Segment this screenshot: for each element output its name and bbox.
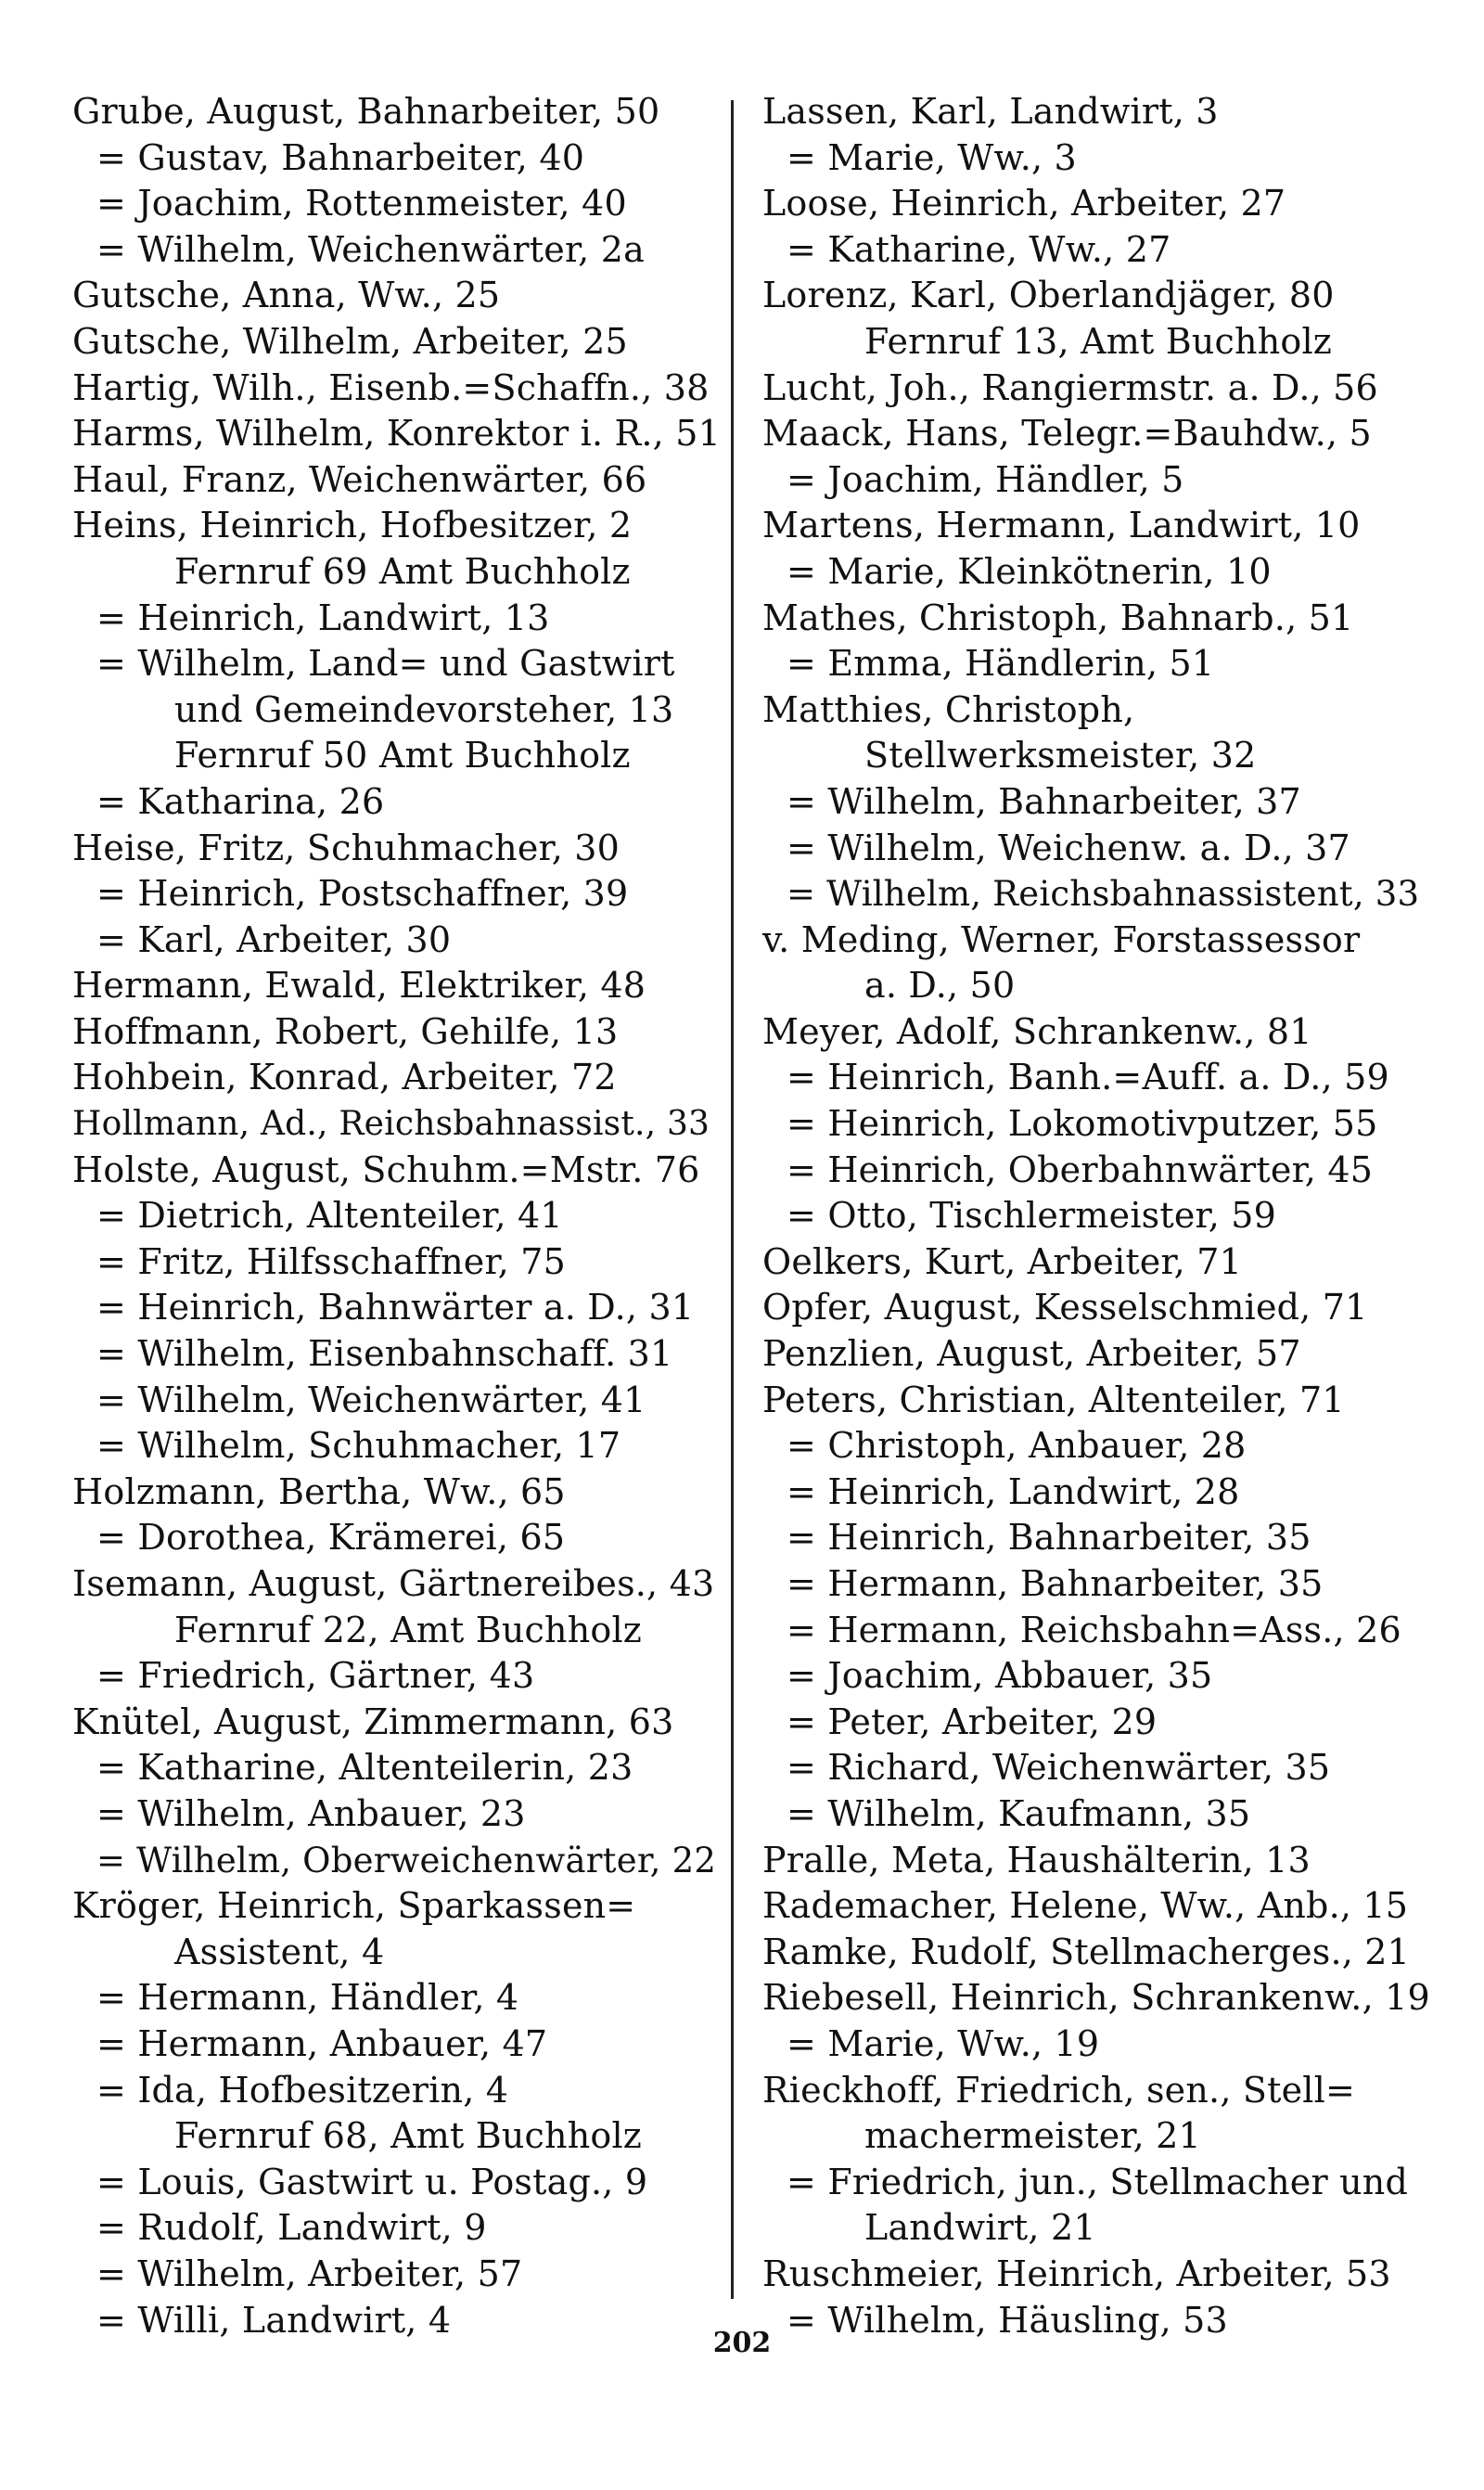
directory-entry: Assistent, 4	[174, 1931, 385, 1972]
directory-entry: Lorenz, Karl, Oberlandjäger, 80	[762, 275, 1335, 316]
directory-entry: Fernruf 69 Amt Buchholz	[174, 550, 631, 592]
directory-entry: Heins, Heinrich, Hofbesitzer, 2	[72, 505, 633, 546]
directory-entry: = Karl, Arbeiter, 30	[96, 918, 452, 960]
directory-entry: Riebesell, Heinrich, Schrankenw., 19	[762, 1977, 1430, 2019]
directory-entry: = Willi, Landwirt, 4	[96, 2299, 452, 2341]
directory-entry: = Wilhelm, Eisenbahnschaff. 31	[96, 1333, 673, 1375]
directory-entry: Penzlien, August, Arbeiter, 57	[762, 1333, 1301, 1375]
directory-entry: = Emma, Händlerin, 51	[787, 643, 1215, 685]
directory-entry: Pralle, Meta, Haushälterin, 13	[762, 1839, 1311, 1880]
directory-entry: = Wilhelm, Oberweichenwärter, 22	[96, 1840, 717, 1880]
directory-entry: Ramke, Rudolf, Stellmacherges., 21	[762, 1931, 1411, 1972]
directory-entry: = Heinrich, Bahnwärter a. D., 31	[96, 1287, 695, 1328]
directory-entry: Holzmann, Bertha, Ww., 65	[72, 1470, 566, 1512]
directory-entry: und Gemeindevorsteher, 13	[174, 688, 674, 730]
directory-entry: Oelkers, Kurt, Arbeiter, 71	[762, 1240, 1242, 1282]
directory-entry: = Wilhelm, Kaufmann, 35	[787, 1792, 1251, 1834]
directory-entry: Lucht, Joh., Rangiermstr. a. D., 56	[762, 366, 1378, 408]
directory-entry: Haul, Franz, Weichenwärter, 66	[72, 458, 647, 500]
directory-entry: = Heinrich, Landwirt, 28	[787, 1470, 1240, 1512]
directory-entry: Martens, Hermann, Landwirt, 10	[762, 505, 1361, 546]
directory-entry: = Dietrich, Altenteiler, 41	[96, 1195, 563, 1237]
directory-entry: Loose, Heinrich, Arbeiter, 27	[762, 183, 1286, 225]
directory-entry: = Ida, Hofbesitzerin, 4	[96, 2069, 509, 2111]
directory-entry: = Wilhelm, Weichenwärter, 2a	[96, 228, 645, 270]
directory-entry: = Fritz, Hilfsschaffner, 75	[96, 1240, 566, 1282]
directory-entry: = Wilhelm, Bahnarbeiter, 37	[787, 780, 1301, 822]
directory-entry: Mathes, Christoph, Bahnarb., 51	[762, 597, 1354, 638]
directory-entry: = Hermann, Anbauer, 47	[96, 2022, 548, 2064]
directory-entry: Heise, Fritz, Schuhmacher, 30	[72, 827, 620, 868]
directory-entry: = Friedrich, jun., Stellmacher und	[787, 2161, 1408, 2202]
directory-entry: Gutsche, Anna, Ww., 25	[72, 275, 501, 316]
directory-entry: = Heinrich, Banh.=Auff. a. D., 59	[787, 1057, 1389, 1098]
directory-entry: Rademacher, Helene, Ww., Anb., 15	[762, 1885, 1409, 1927]
directory-entry: Holste, August, Schuhm.=Mstr. 76	[72, 1149, 700, 1190]
left-column	[72, 89, 722, 2343]
directory-entry: = Peter, Arbeiter, 29	[787, 1701, 1158, 1742]
directory-entry: = Richard, Weichenwärter, 35	[787, 1747, 1331, 1789]
page-number: 202	[712, 2327, 772, 2359]
directory-entry: Landwirt, 21	[864, 2207, 1096, 2249]
directory-entry: Opfer, August, Kesselschmied, 71	[762, 1287, 1368, 1328]
directory-entry: Hohbein, Konrad, Arbeiter, 72	[72, 1057, 617, 1098]
directory-entry: = Dorothea, Krämerei, 65	[96, 1517, 566, 1559]
directory-entry: = Christoph, Anbauer, 28	[787, 1425, 1247, 1467]
directory-entry: = Gustav, Bahnarbeiter, 40	[96, 136, 585, 178]
directory-entry: = Wilhelm, Anbauer, 23	[96, 1792, 526, 1834]
directory-entry: Fernruf 68, Amt Buchholz	[174, 2115, 643, 2157]
directory-entry: = Wilhelm, Reichsbahnassistent, 33	[787, 874, 1420, 915]
directory-entry: = Marie, Ww., 19	[787, 2022, 1100, 2064]
directory-entry: Kröger, Heinrich, Sparkassen=	[72, 1885, 636, 1927]
directory-entry: = Heinrich, Bahnarbeiter, 35	[787, 1517, 1311, 1559]
directory-entry: = Joachim, Rottenmeister, 40	[96, 183, 627, 225]
directory-entry: Hoffmann, Robert, Gehilfe, 13	[72, 1010, 619, 1052]
directory-entry: Isemann, August, Gärtnereibes., 43	[72, 1563, 715, 1604]
directory-entry: machermeister, 21	[864, 2115, 1201, 2157]
directory-entry: Meyer, Adolf, Schrankenw., 81	[762, 1010, 1312, 1052]
directory-entry: Fernruf 13, Amt Buchholz	[864, 320, 1333, 362]
directory-entry: = Hermann, Bahnarbeiter, 35	[787, 1563, 1324, 1604]
directory-entry: = Katharine, Ww., 27	[787, 228, 1171, 270]
directory-entry: a. D., 50	[864, 965, 1016, 1007]
directory-entry: = Wilhelm, Häusling, 53	[787, 2299, 1228, 2341]
directory-entry: = Heinrich, Landwirt, 13	[96, 597, 550, 638]
column-divider	[731, 100, 734, 2299]
directory-entry: = Hermann, Händler, 4	[96, 1977, 519, 2019]
directory-entry: Gutsche, Wilhelm, Arbeiter, 25	[72, 320, 628, 362]
directory-entry: = Wilhelm, Schuhmacher, 17	[96, 1425, 621, 1467]
directory-entry: = Marie, Kleinkötnerin, 10	[787, 550, 1272, 592]
directory-entry: = Otto, Tischlermeister, 59	[787, 1195, 1277, 1237]
directory-entry: Rieckhoff, Friedrich, sen., Stell=	[762, 2069, 1356, 2111]
directory-entry: v. Meding, Werner, Forstassessor	[762, 918, 1361, 960]
directory-entry: Hollmann, Ad., Reichsbahnassist., 33	[72, 1105, 710, 1144]
directory-entry: = Wilhelm, Weichenwärter, 41	[96, 1379, 646, 1420]
directory-entry: Fernruf 22, Amt Buchholz	[174, 1609, 643, 1650]
directory-entry: = Joachim, Abbauer, 35	[787, 1655, 1213, 1697]
directory-entry: = Heinrich, Postschaffner, 39	[96, 873, 629, 915]
directory-entry: Peters, Christian, Altenteiler, 71	[762, 1379, 1345, 1420]
directory-entry: Grube, August, Bahnarbeiter, 50	[72, 91, 660, 132]
directory-entry: Matthies, Christoph,	[762, 688, 1135, 730]
directory-entry: = Heinrich, Oberbahnwärter, 45	[787, 1149, 1374, 1190]
directory-entry: Maack, Hans, Telegr.=Bauhdw., 5	[762, 413, 1372, 455]
directory-entry: = Wilhelm, Land= und Gastwirt	[96, 643, 675, 685]
directory-entry: = Louis, Gastwirt u. Postag., 9	[96, 2161, 648, 2202]
directory-entry: = Wilhelm, Weichenw. a. D., 37	[787, 827, 1350, 868]
directory-entry: = Heinrich, Lokomotivputzer, 55	[787, 1103, 1378, 1145]
directory-entry: Hermann, Ewald, Elektriker, 48	[72, 965, 646, 1007]
directory-entry: = Katharina, 26	[96, 780, 385, 822]
directory-entry: Hartig, Wilh., Eisenb.=Schaffn., 38	[72, 366, 710, 408]
directory-entry: Lassen, Karl, Landwirt, 3	[762, 91, 1219, 132]
directory-entry: Stellwerksmeister, 32	[864, 735, 1257, 777]
directory-entry: = Hermann, Reichsbahn=Ass., 26	[787, 1609, 1401, 1650]
right-column	[762, 89, 1430, 2343]
directory-entry: = Wilhelm, Arbeiter, 57	[96, 2253, 523, 2294]
directory-entry: = Marie, Ww., 3	[787, 136, 1077, 178]
directory-entry: = Joachim, Händler, 5	[787, 458, 1184, 500]
directory-entry: Ruschmeier, Heinrich, Arbeiter, 53	[762, 2253, 1391, 2294]
directory-entry: = Katharine, Altenteilerin, 23	[96, 1747, 633, 1789]
directory-entry: = Friedrich, Gärtner, 43	[96, 1655, 535, 1697]
directory-entry: Fernruf 50 Amt Buchholz	[174, 735, 631, 777]
directory-entry: = Rudolf, Landwirt, 9	[96, 2207, 487, 2249]
directory-entry: Knütel, August, Zimmermann, 63	[72, 1701, 674, 1742]
directory-entry: Harms, Wilhelm, Konrektor i. R., 51	[72, 413, 721, 455]
